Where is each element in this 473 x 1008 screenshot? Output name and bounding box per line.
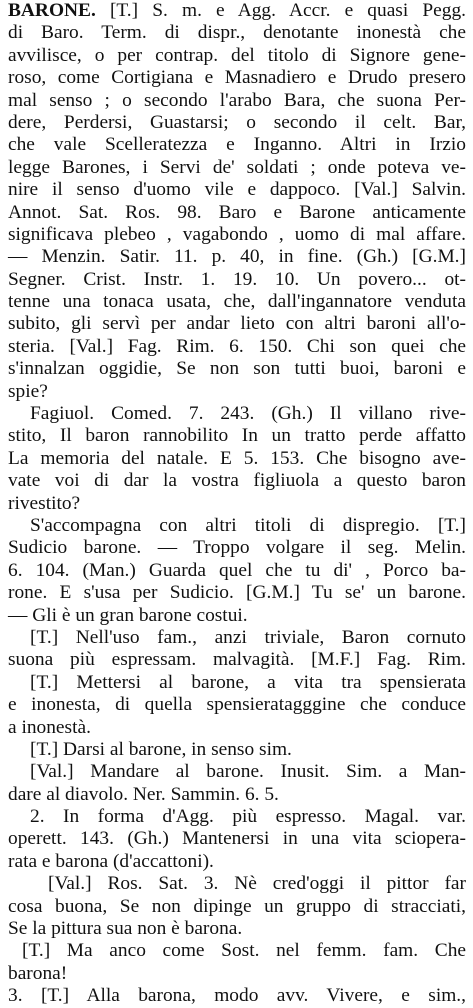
entry-line: avvilisce, o per contrap. del titolo di Signore gene- — [8, 44, 466, 66]
entry-line-text: [T.] S. m. e Agg. Accr. e quasi Pegg. — [95, 0, 466, 21]
entry-line: steria. [Val.] Fag. Rim. 6. 150. Chi son quei che — [8, 335, 466, 357]
entry-line: dere, Perdersi, Guastarsi; o secondo il celt. Bar, — [8, 111, 466, 133]
entry-line: suona più espressam. malvagità. [M.F.] Fag. Rim. — [8, 649, 466, 671]
entry-line: [T.] Ma anco come Sost. nel femm. fam. Che — [22, 940, 466, 962]
entry-line: — Gli è un gran barone costui. — [8, 604, 248, 626]
entry-line: rata e barona (d'accattoni). — [8, 850, 214, 872]
dictionary-page — [8, 0, 466, 1007]
entry-line: [Val.] Mandare al barone. Inusit. Sim. a Man- — [30, 761, 466, 783]
entry-line: operett. 143. (Gh.) Mantenersi in una vita sciopera- — [8, 828, 466, 850]
entry-line: [T.] Darsi al barone, in senso sim. — [30, 738, 292, 760]
entry-line: 6. 104. (Man.) Guarda quel che tu di' , Porco ba- — [8, 559, 466, 581]
entry-line: [T.] Nell'uso fam., anzi triviale, Baron cornuto — [30, 626, 466, 648]
entry-line: La memoria del natale. E 5. 153. Che bisogno ave- — [8, 447, 466, 469]
entry-line: di Baro. Term. di dispr., denotante inonestà che — [8, 22, 466, 44]
entry-line: S'accompagna con altri titoli di dispregio. [T.] — [30, 514, 466, 536]
entry-line: 2. In forma d'Agg. più espresso. Magal. var. — [30, 806, 466, 828]
entry-line: mal senso ; o secondo l'arabo Bara, che suona Per- — [8, 89, 466, 111]
entry-line: barona! — [8, 962, 68, 984]
entry-line — [8, 0, 466, 22]
entry-line: e inonesta, di quella spensieratagggine che conduce — [8, 694, 466, 716]
entry-line: stito, Il baron rannobilito In un tratto perde affatto — [8, 425, 466, 447]
entry-line: Sudicio barone. — Troppo volgare il seg. Melin. — [8, 537, 466, 559]
entry-line: [T.] Mettersi al barone, a vita tra spensierata — [30, 671, 466, 693]
entry-line: che vale Scelleratezza e Inganno. Altri in Irzio — [8, 134, 466, 156]
entry-line: s'innalzan oggidie, Se non son tutti buoi, baroni e — [8, 358, 466, 380]
entry-line: rivestito? — [8, 492, 81, 514]
entry-line: legge Barones, i Servi de' soldati ; onde poteva ve- — [8, 156, 466, 178]
entry-line: 3. [T.] Alla barona, modo avv. Vivere, e sim., — [8, 985, 466, 1007]
entry-line: Annot. Sat. Ros. 98. Baro e Barone anticamente — [8, 201, 466, 223]
entry-line: [Val.] Ros. Sat. 3. Nè cred'oggi il pittor far — [48, 873, 466, 895]
entry-line: subito, gli servì per andar lieto con altri baroni all'o- — [8, 313, 466, 335]
entry-line: tenne una tonaca usata, che, dall'ingannatore venduta — [8, 291, 466, 313]
entry-line: Segner. Crist. Instr. 1. 19. 10. Un povero... ot- — [8, 268, 466, 290]
entry-line: significava plebeo , vagabondo , uomo di mal affare. — [8, 223, 466, 245]
entry-line: dare al diavolo. Ner. Sammin. 6. 5. — [8, 783, 279, 805]
entry-headword: BARONE. — [8, 0, 96, 21]
entry-line: a inonestà. — [8, 716, 91, 738]
entry-line: roso, come Cortigiana e Masnadiero e Drudo presero — [8, 67, 466, 89]
entry-line: spie? — [8, 380, 48, 402]
entry-line: rone. E s'usa per Sudicio. [G.M.] Tu se' un barone. — [8, 582, 466, 604]
entry-line: — Menzin. Satir. 11. p. 40, in fine. (Gh.) [G.M.] — [8, 246, 466, 268]
entry-line: nire il senso d'uomo vile e dappoco. [Val.] Salvin. — [8, 179, 466, 201]
entry-line: Fagiuol. Comed. 7. 243. (Gh.) Il villano rive- — [30, 403, 466, 425]
entry-line: cosa buona, Se non dipinge un gruppo di stracciati, — [8, 895, 466, 917]
entry-line: Se la pittura sua non è barona. — [8, 918, 243, 940]
entry-line: vate voi di dar la vostra figliuola a questo baron — [8, 470, 466, 492]
